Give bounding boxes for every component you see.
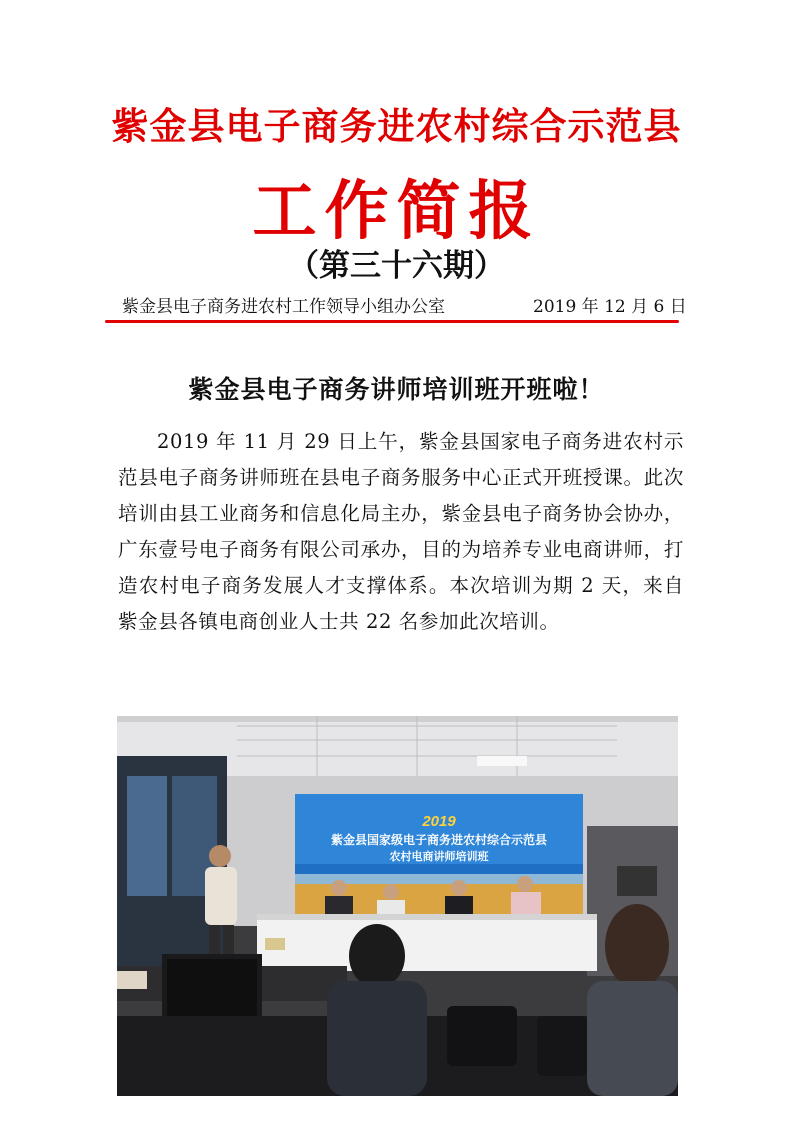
training-class-photo	[117, 716, 678, 1096]
screen-year: 2019	[422, 813, 456, 830]
screen-title-1: 紫金县国家级电子商务进农村综合示范县	[330, 833, 548, 847]
screen-title-2: 农村电商讲师培训班	[389, 850, 489, 863]
issuer-office: 紫金县电子商务进农村工作领导小组办公室	[122, 297, 445, 317]
briefing-masthead-title: 紫金县电子商务进农村综合示范县	[111, 104, 682, 148]
issue-number: （第三十六期）	[288, 248, 505, 284]
article-title: 紫金县电子商务讲师培训班开班啦！	[188, 375, 605, 404]
issue-date: 2019 年 12 月 6 日	[533, 297, 687, 317]
article-body: 2019 年 11 月 29 日上午，紫金县国家电子商务进农村示范县电子商务讲师班在县电子商务服务中心正式开班授课。此次培训由县工业商务和信息化局主办，紫金县电子商务协会协办，广东壹号电子商务有限公司承办，目的为培养专业电商讲师，打造农村电子商务发展人才支撑体系。本次培训为期 2 天，来自紫金县各镇电商创业人士共 22 名参加此次培训。	[118, 430, 684, 633]
front-desk	[257, 916, 597, 971]
briefing-name: 工作简报	[252, 174, 541, 249]
red-divider	[105, 320, 679, 323]
